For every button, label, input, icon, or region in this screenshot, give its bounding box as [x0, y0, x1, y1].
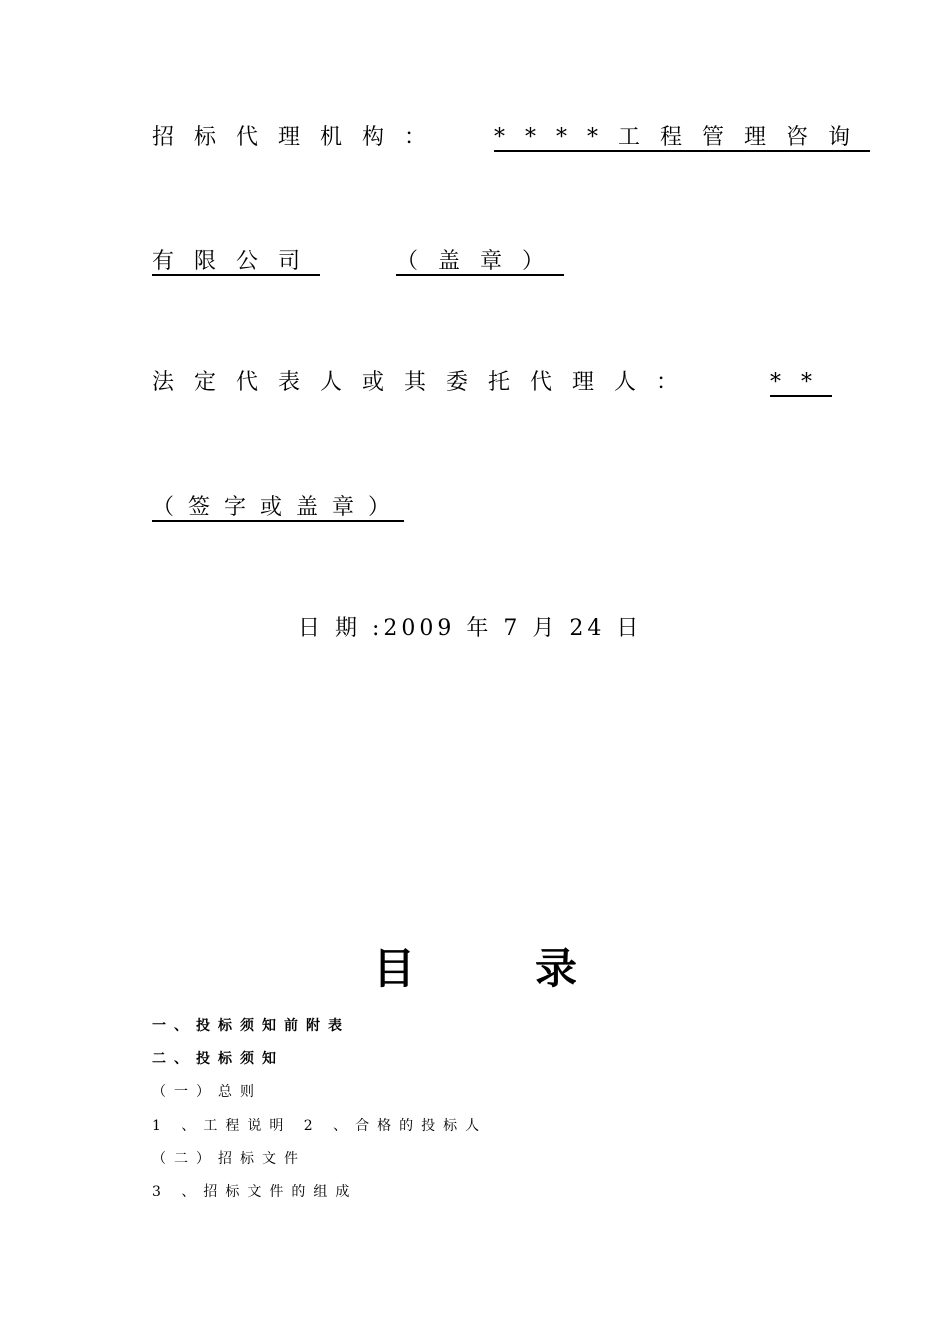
agency-seal: （盖章） — [396, 249, 565, 274]
agency-line — [152, 123, 870, 153]
toc-item: 二、投标须知 — [152, 1051, 284, 1067]
toc-item: （二）招标文件 — [152, 1151, 306, 1167]
agency-label: 招标代理机构： — [152, 125, 447, 150]
rep-sign-line — [152, 493, 404, 523]
agency-name-line1: ****工程管理咨询 — [494, 125, 871, 150]
agency-name-line2: 有限公司 — [152, 249, 321, 274]
rep-sign: （签字或盖章） — [152, 495, 405, 520]
toc-item: 一、投标须知前附表 — [152, 1018, 350, 1034]
toc-item: 1 、工程说明 2 、合格的投标人 — [152, 1118, 488, 1134]
toc-title: 目录 — [372, 944, 697, 993]
agency-line-2 — [152, 247, 564, 277]
rep-name: ** — [770, 370, 833, 395]
representative-line — [152, 368, 832, 398]
rep-label: 法定代表人或其委托代理人： — [152, 370, 699, 395]
date-line: 日 期 :2009 年 7 月 24 日 — [298, 616, 643, 641]
toc-item: （一）总则 — [152, 1084, 262, 1100]
toc-item: 3 、招标文件的组成 — [152, 1184, 358, 1200]
